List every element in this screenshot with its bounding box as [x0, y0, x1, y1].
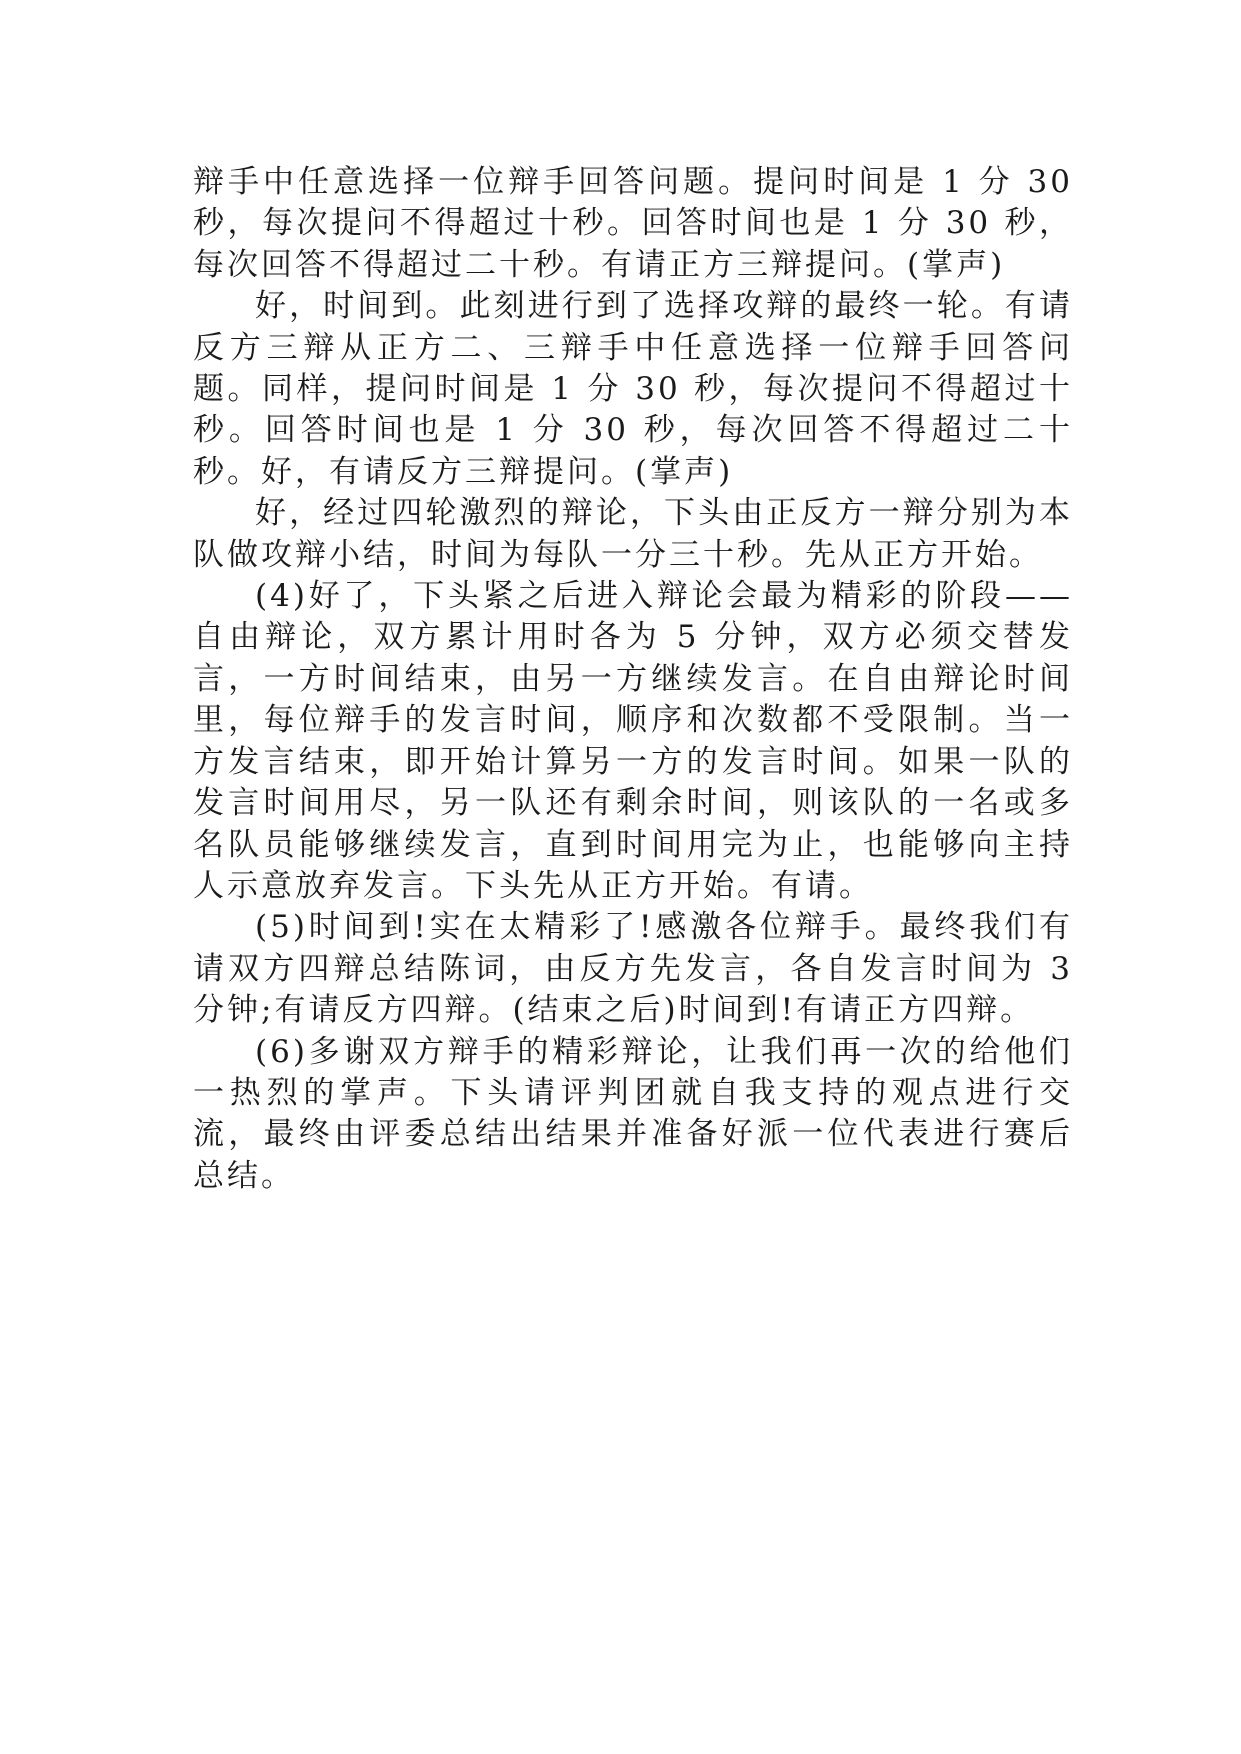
document-body	[193, 162, 1073, 1197]
paragraph-2: 好，时间到。此刻进行到了选择攻辩的最终一轮。有请反方三辩从正方二、三辩手中任意选择一位辩手回答问题。同样，提问时间是 1 分 30 秒，每次提问不得超过十秒。回答时间也是 1 分 30 秒，每次回答不得超过二十秒。好，有请反方三辩提问。(掌声)	[193, 288, 1073, 490]
paragraph-4: (4)好了，下头紧之后进入辩论会最为精彩的阶段——自由辩论，双方累计用时各为 5 分钟，双方必须交替发言，一方时间结束，由另一方继续发言。在自由辩论时间里，每位辩手的发言时间，顺序和次数都不受限制。当一方发言结束，即开始计算另一方的发言时间。如果一队的发言时间用尽，另一队还有剩余时间，则该队的一名或多名队员能够继续发言，直到时间用完为止，也能够向主持人示意放弃发言。下头先从正方开始。有请。	[193, 578, 1073, 904]
paragraph-6: (6)多谢双方辩手的精彩辩论，让我们再一次的给他们一热烈的掌声。下头请评判团就自我支持的观点进行交流，最终由评委总结出结果并准备好派一位代表进行赛后总结。	[193, 1033, 1073, 1194]
paragraph-3: 好，经过四轮激烈的辩论，下头由正反方一辩分别为本队做攻辩小结，时间为每队一分三十秒。先从正方开始。	[193, 495, 1073, 573]
paragraph-1: 辩手中任意选择一位辩手回答问题。提问时间是 1 分 30 秒，每次提问不得超过十秒。回答时间也是 1 分 30 秒，每次回答不得超过二十秒。有请正方三辩提问。(掌声)	[193, 164, 1073, 283]
paragraph-5: (5)时间到!实在太精彩了!感激各位辩手。最终我们有请双方四辩总结陈词，由反方先发言，各自发言时间为 3 分钟;有请反方四辩。(结束之后)时间到!有请正方四辩。	[193, 909, 1073, 1029]
